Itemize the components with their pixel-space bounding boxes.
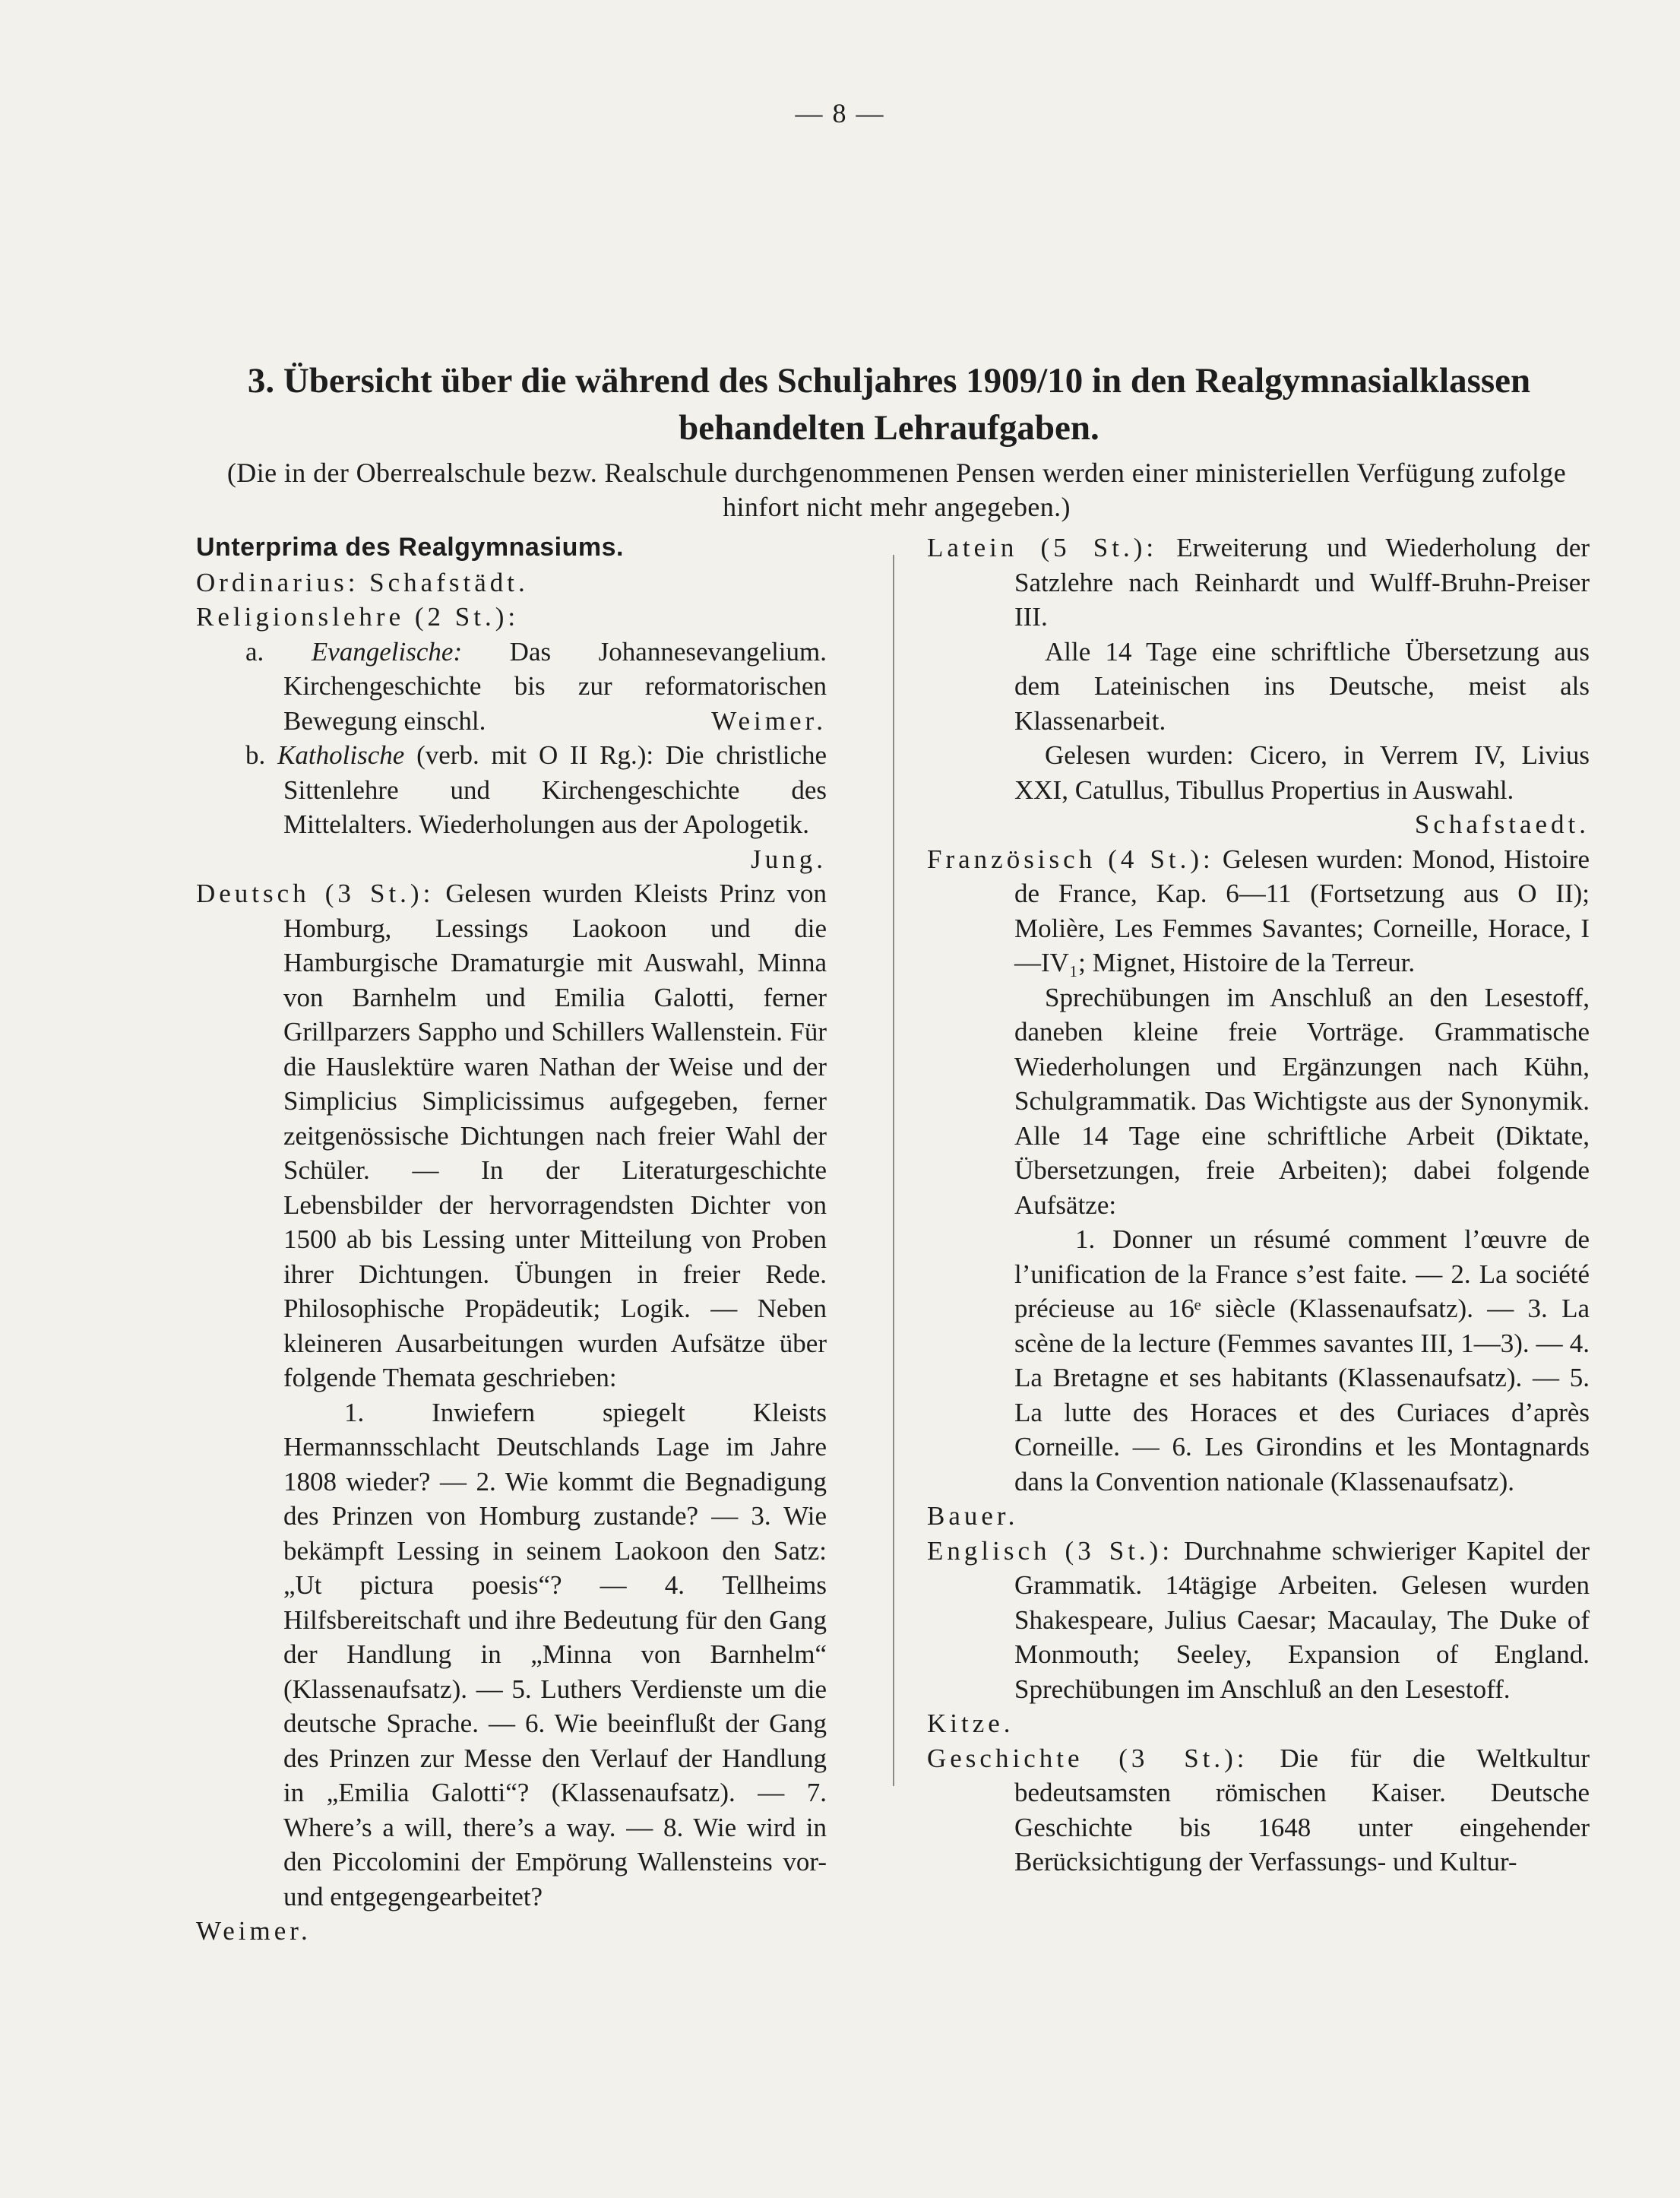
religion-a-signature: Weimer. [711,705,827,736]
engl-heading: Englisch (3 St.): [927,1535,1174,1566]
deutsch-themes: 1. Inwiefern spiegelt Kleists Hermannsschlacht Deutschlands Lage im Jahre 1808 wieder? — 2. Wie kommt die Begnadigung des Prinzen von Homburg zustande? — 3. Wie bekämpft Lessing in seinem Laokoon den Satz: „Ut pictura poesis“? — 4. Tellheims Hilfsbereitschaft und ihre Bedeutung für den Gang der Handlung in „Minna von Barnhelm“ (Klassenaufsatz). — 5. Luthers Verdienste um die deutsche Sprache. — 6. Wie beeinflußt der Gang des Prinzen zur Messe den Verlauf der Handlung in „Emilia Galotti“? (Klassenaufsatz). — 7. Where’s a will, there’s a way. — 8. Wie wird in den Piccolomini der Empörung Wallensteins vor- und entgegengearbeitet? [283,1397,827,1911]
religion-a-kind: Evangelische: [311,636,463,667]
religion-b-label: b. [245,740,266,770]
page-title [175,357,1603,451]
title-line-2: behandelten Lehraufgaben. [679,408,1099,448]
franz-themes: 1. Donner un résumé comment l’œuvre de l’unification de la France s’est faite. — 2. La société précieuse au 16ᵉ siècle (Klassenaufsatz). — 3. La scène de la lecture (Femmes savantes III, 1—3). — 4. La Bretagne et ses habitants (Klassenaufsatz). — 5. La lutte des Horaces et des Curiaces d’après Corneille. — 6. Les Girondins et les Montagnards dans la Convention nationale (Klassenaufsatz). [1014,1224,1590,1496]
engl-text: Durchnahme schwieriger Kapitel der Grammatik. 14tägige Arbeiten. Gelesen wurden Shakespeare, Julius Caesar; Macaulay, The Duke of Monmouth; Seeley, Expansion of England. Sprechübungen im Anschluß an den Lesestoff. [1014,1535,1590,1704]
deutsch-heading: Deutsch (3 St.): [196,879,435,908]
deutsch-text: Gelesen wurden Kleists Prinz von Homburg, Lessings Laokoon und die Hamburgische Dramaturgie mit Auswahl, Minna von Barnhelm und Emilia Galotti, ferner Grillparzers Sappho und Schillers Wallenstein. Für die Hauslektüre waren Nathan der Weise und der Simplicius Simplicissimus aufgegeben, ferner zeitgenössische Dichtungen nach freier Wahl der Schüler. — In der Literaturgeschichte Lebensbilder der hervorragendsten Dichter von 1500 ab bis Lessing unter Mitteilung von Proben ihrer Dichtungen. Übungen in freier Rede. Philosophische Propädeutik; Logik. — Neben kleineren Ausarbeitungen wurden Aufsätze über folgende Themata geschrieben: [283,879,827,1392]
religion-heading: Religionslehre (2 St.): [196,602,520,632]
religion-b-kind: Katholische [277,740,405,770]
engl-entry [927,1534,1590,1707]
latein-signature: Schafstaedt. [1414,809,1590,839]
latein-heading: Latein (5 St.): [927,533,1158,562]
latein-text: Erweiterung und Wiederholung der Satzlehre nach Reinhardt und Wulff-Bruhn-Preiser III. [1014,533,1590,632]
religion-a [196,635,827,739]
franz-heading: Französisch (4 St.): [927,844,1214,874]
franz-entry [927,842,1590,980]
religion-b-text: (verb. mit O II Rg.): Die christliche Sittenlehre und Kirchengeschichte des Mittelalters. Wiederholungen aus der Apologetik. [283,740,827,839]
editorial-note: (Die in der Oberrealschule bezw. Realschule durchgenommenen Pensen werden einer ministeriellen Verfügung zufolge hinfort nicht mehr angegeben.) [226,458,1567,522]
franz-paragraph-2: Sprechübungen im Anschluß an den Lesestoff, daneben kleine freie Vorträge. Grammatische Wiederholungen und Ergänzungen nach Kühn, Schulgrammatik. Das Wichtigste aus der Synonymik. Alle 14 Tage eine schriftliche Arbeit (Diktate, Übersetzungen, freie Arbeiten); dabei folgende Aufsätze: [1014,982,1590,1220]
column-divider [893,555,894,1786]
latein-paragraph-3 [927,738,1590,839]
deutsch-signature: Weimer. [196,1916,312,1946]
engl-signature: Kitze. [927,1709,1014,1738]
religion-a-text: Das Johannesevangelium. Kirchengeschichte bis zur reformatorischen Bewegung einschl. [283,636,827,736]
latein-paragraph-2: Alle 14 Tage eine schriftliche Übersetzung aus dem Lateinischen ins Deutsche, meist als Klassenarbeit. [1014,636,1590,736]
religion-b-signature: Jung. [751,844,827,874]
gesch-heading: Geschichte (3 St.): [927,1743,1248,1773]
franz-text: Gelesen wurden: Monod, Histoire de France, Kap. 6—11 (Fortsetzung aus O II); Molière, Les Femmes Savantes; Corneille, Horace, I—IV₁; Mignet, Histoire de la Terreur. [1014,844,1590,977]
page-number: — 8 — [795,98,885,128]
latein-entry [927,530,1590,635]
ordinarius-line: Ordinarius: Schafstädt. [196,567,529,597]
title-line-1: 3. Übersicht über die während des Schuljahres 1909/10 in den Realgymnasialklassen [247,361,1531,401]
gesch-text: Die für die Weltkultur bedeutsamsten römischen Kaiser. Deutsche Geschichte bis 1648 unter eingehender Berücksichtigung der Verfassungs- und Kultur- [1014,1743,1590,1877]
religion-b [196,738,827,874]
gesch-entry [927,1741,1590,1880]
latein-paragraph-3-text: Gelesen wurden: Cicero, in Verrem IV, Livius XXI, Catullus, Tibullus Propertius in Auswahl. [1014,740,1590,805]
section-heading: Unterprima des Realgymnasiums. [196,533,624,562]
right-column [927,530,1590,1880]
religion-a-label: a. [245,636,264,667]
left-column [196,530,827,1949]
deutsch-entry [196,876,827,1395]
franz-signature: Bauer. [927,1501,1019,1531]
